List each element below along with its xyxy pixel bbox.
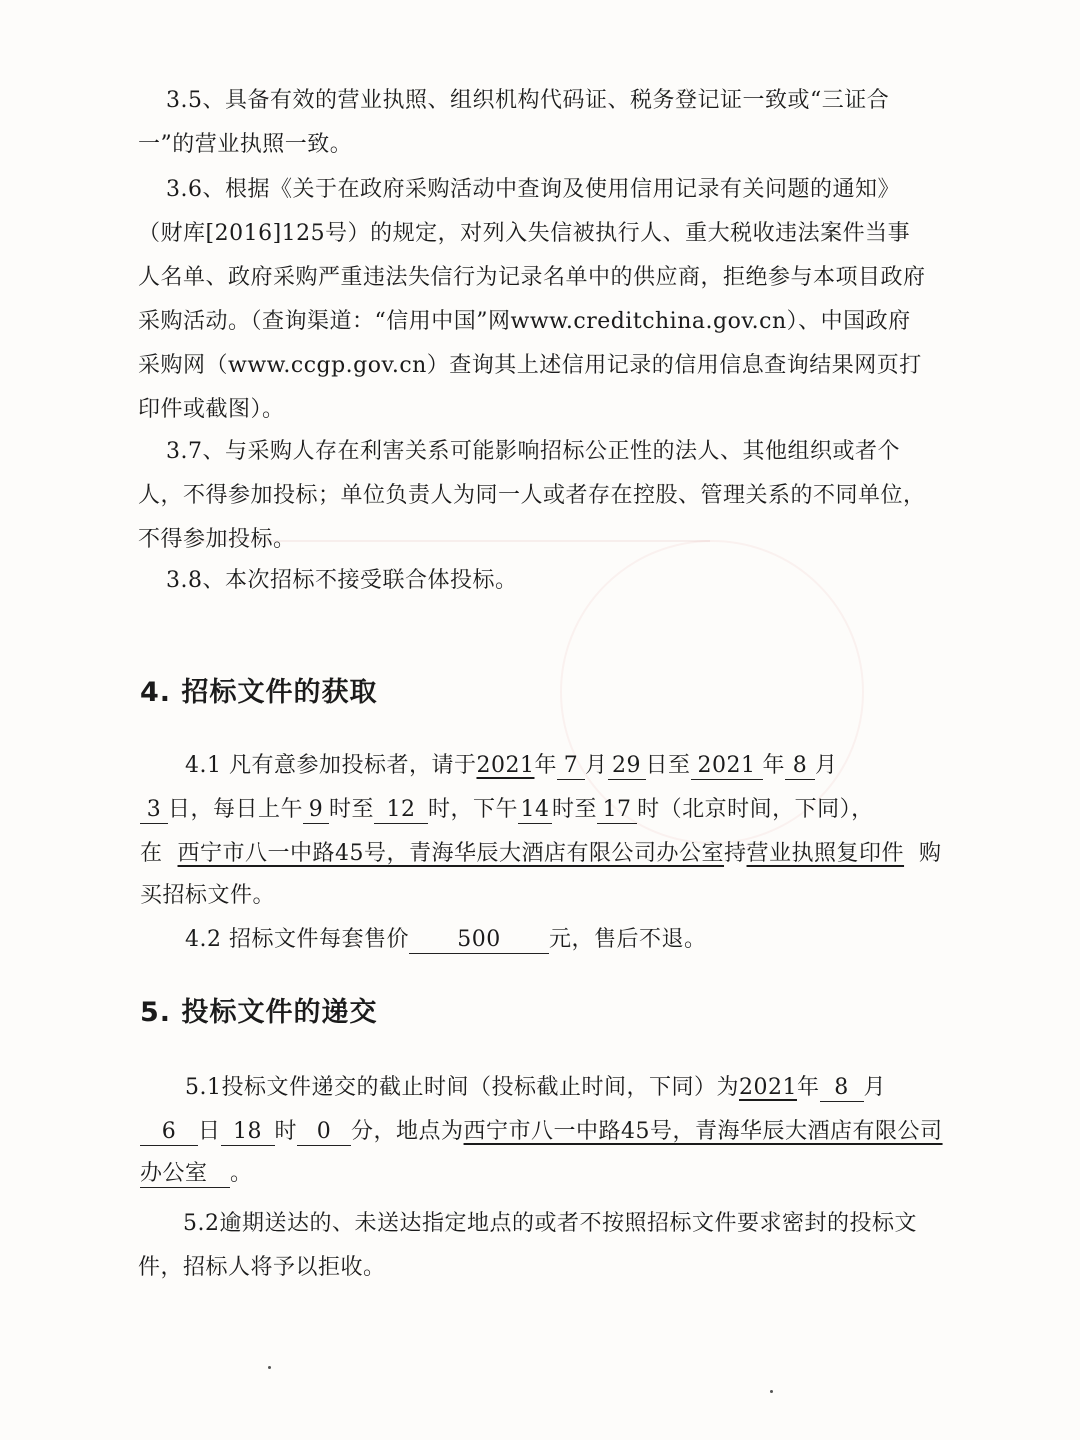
label-hold: 持 <box>724 841 747 866</box>
start-month: 7 <box>557 753 585 780</box>
label-day-to: 日至 <box>645 753 691 778</box>
required-materials: 营业执照复印件 <box>746 841 905 866</box>
start-year: 2021 <box>476 753 535 778</box>
clause-4-1-line1 <box>185 748 838 780</box>
deadline-day: 6 <box>140 1119 198 1146</box>
start-day: 29 <box>608 753 646 780</box>
clause-4-1-line4: 买招标文件。 <box>140 883 276 908</box>
label-daily-am: 日，每日上午 <box>168 797 304 822</box>
clause-4-1-line3 <box>140 836 942 867</box>
clause-4-2 <box>185 922 707 954</box>
clause-4-2-prefix: 4.2 招标文件每套售价 <box>185 927 409 952</box>
label-buy: 购 <box>919 841 942 866</box>
label-month: 月 <box>585 753 608 778</box>
clause-5-1-line3 <box>140 1156 253 1188</box>
clause-4-1-line2 <box>140 792 874 824</box>
am-start-hour: 9 <box>303 797 329 824</box>
label-minute-place: 分，地点为 <box>351 1119 464 1144</box>
scan-speck <box>268 1366 271 1369</box>
label-year-2: 年 <box>762 753 786 778</box>
clause-4-1-prefix: 4.1 凡有意参加投标者，请于 <box>185 753 477 778</box>
scan-speck-2 <box>770 1390 773 1393</box>
label-month-3: 月 <box>863 1075 887 1100</box>
deadline-hour: 18 <box>221 1119 275 1146</box>
label-at: 在 <box>140 841 163 866</box>
document-price: 500 <box>409 927 549 954</box>
label-year-3: 年 <box>797 1075 820 1100</box>
submission-location-cont: 办公室 <box>140 1161 230 1188</box>
label-day: 日 <box>198 1119 221 1144</box>
clause-3-6: 3.6、根据《关于在政府采购活动中查询及使用信用记录有关问题的通知》（财库[2016]125号）的规定，对列入失信被执行人、重大税收违法案件当事人名单、政府采购严重违法失信行为记录名单中的供应商，拒绝参与本项目政府采购活动。（查询渠道：“信用中国”网www.creditchina.gov.cn）、中国政府采购网（www.ccgp.gov.cn）查询其上述信用记录的信用信息查询结果网页打印件或截图）。 <box>138 177 926 422</box>
deadline-minute: 0 <box>297 1119 351 1146</box>
deadline-year: 2021 <box>739 1075 797 1100</box>
clause-4-2-suffix: 元，售后不退。 <box>548 927 707 952</box>
submission-location: 西宁市八一中路45号，青海华辰大酒店有限公司 <box>463 1119 943 1144</box>
label-hour-to: 时至 <box>329 797 375 822</box>
label-hour-pm: 时，下午 <box>428 797 519 822</box>
deadline-month: 8 <box>820 1075 864 1102</box>
end-month: 8 <box>785 753 815 780</box>
section-5-heading: 5. 投标文件的递交 <box>140 997 378 1028</box>
clause-3-7: 3.7、与采购人存在利害关系可能影响招标公正性的法人、其他组织或者个人，不得参加投标；单位负责人为同一人或者存在控股、管理关系的不同单位，不得参加投标。 <box>138 439 926 552</box>
end-day: 3 <box>140 797 168 824</box>
clause-3-5-line2: 一”的营业执照一致。 <box>138 132 353 157</box>
clause-3-8: 3.8、本次招标不接受联合体投标。 <box>166 568 518 593</box>
clause-5-1-line1 <box>185 1070 886 1102</box>
section-4-heading: 4. 招标文件的获取 <box>140 677 378 708</box>
label-month-2: 月 <box>815 753 838 778</box>
pm-start-hour: 14 <box>518 797 552 824</box>
label-year: 年 <box>534 753 557 778</box>
clause-3-5-line1: 3.5、具备有效的营业执照、组织机构代码证、税务登记证一致或“三证合 <box>166 88 890 113</box>
label-period: 。 <box>230 1161 253 1186</box>
pm-end-hour: 17 <box>597 797 637 824</box>
label-hour-note: 时（北京时间，下同）， <box>637 797 874 822</box>
label-hour-to-2: 时至 <box>552 797 598 822</box>
am-end-hour: 12 <box>374 797 428 824</box>
clause-5-1-line2 <box>140 1114 943 1146</box>
sale-location: 西宁市八一中路45号，青海华辰大酒店有限公司办公室 <box>177 841 725 866</box>
clause-5-2: 5.2逾期送达的、未送达指定地点的或者不按照招标文件要求密封的投标文件，招标人将予以拒收。 <box>138 1211 917 1280</box>
end-year: 2021 <box>691 753 763 780</box>
label-hour: 时 <box>274 1119 298 1144</box>
clause-5-1-prefix: 5.1投标文件递交的截止时间（投标截止时间，下同）为 <box>185 1075 739 1100</box>
